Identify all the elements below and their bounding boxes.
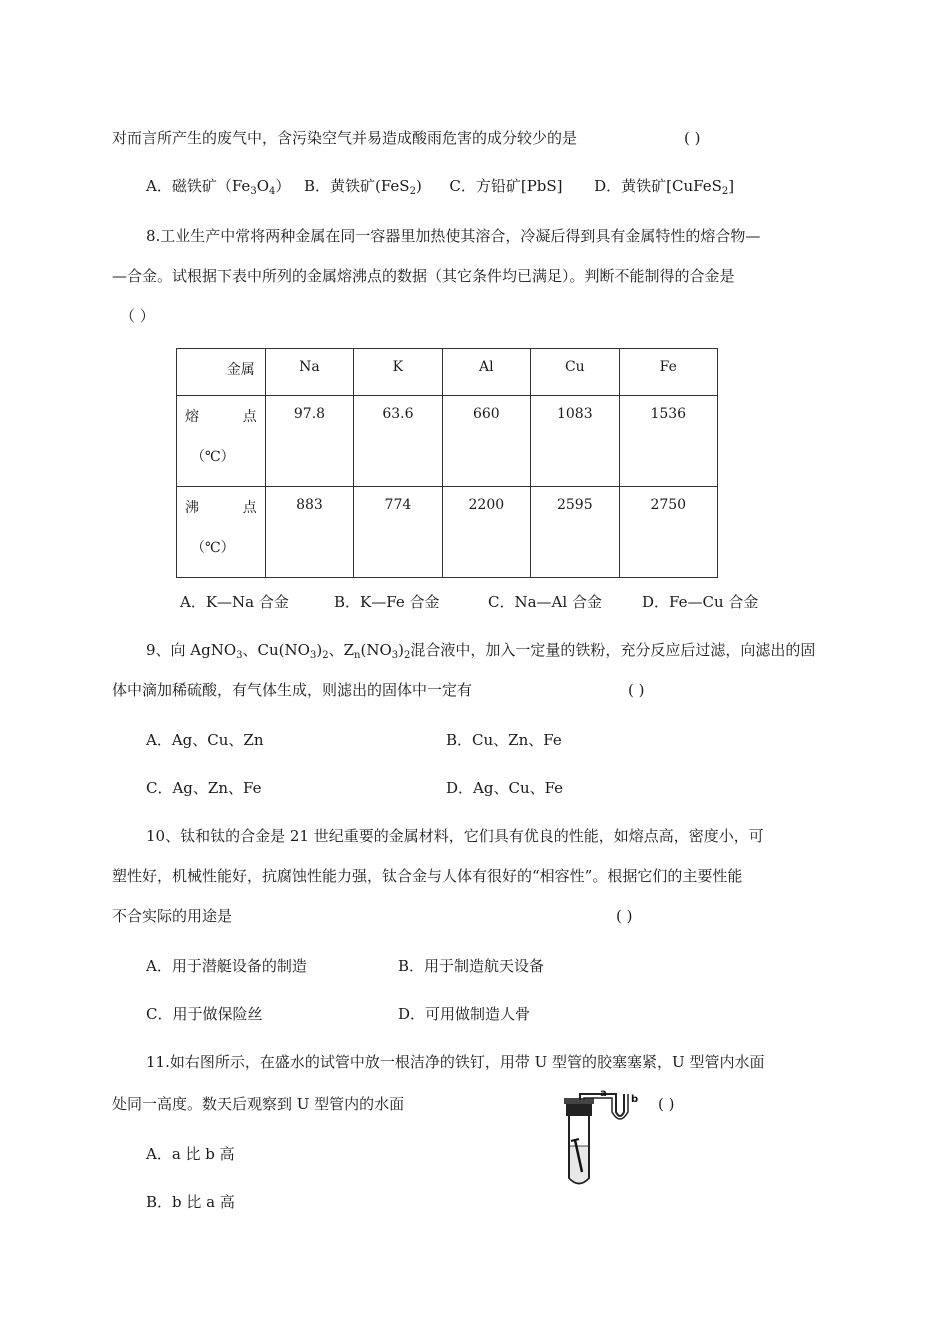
table-cell: 1536 [619, 396, 717, 487]
q10-line-3: 不合实际的用途是 [112, 907, 233, 925]
q8-option-b: B．K—Fe 合金 [334, 593, 440, 611]
row-label-boiling: 沸 点 （℃） [177, 487, 266, 578]
table-header-row [177, 349, 718, 396]
q8-answer-paren: （ ） [120, 307, 155, 325]
table-cell: 2750 [619, 487, 717, 578]
q11-answer-paren: ( ) [658, 1095, 675, 1113]
q10-answer-paren: ( ) [616, 907, 633, 925]
q7-option-d: D．黄铁矿[CuFeS$_2$] [594, 177, 735, 197]
table-header-cell: Cu [531, 349, 619, 396]
q8-option-d: D．Fe—Cu 合金 [642, 593, 759, 611]
q11-line-1: 11.如右图所示，在盛水的试管中放一根洁净的铁钉，用带 U 型管的胶塞塞紧，U 型管内水面 [146, 1053, 765, 1071]
q9-option-a: A．Ag、Cu、Zn [146, 731, 264, 749]
q10-line-2: 塑性好，机械性能好，抗腐蚀性能力强，钛合金与人体有很好的“相容性”。根据它们的主要性能 [112, 867, 743, 885]
q11-line-2: 处同一高度。数天后观察到 U 型管内的水面 [112, 1095, 405, 1113]
rubber-stopper [566, 1102, 592, 1116]
q7-options [146, 176, 734, 202]
table-cell: 97.8 [265, 396, 353, 487]
q9-line-2: 体中滴加稀硫酸，有气体生成，则滤出的固体中一定有 [112, 681, 473, 699]
q7-stem-tail: 对而言所产生的废气中，含污染空气并易造成酸雨危害的成分较少的是 [112, 129, 578, 147]
q7-option-a: A．磁铁矿$(Fe_3O_4)$ [146, 177, 291, 197]
table-header-cell: Na [265, 349, 353, 396]
q7-answer-paren: ( ) [684, 129, 701, 147]
q10-option-d: D．可用做制造人骨 [398, 1005, 531, 1023]
q9-option-c: C．Ag、Zn、Fe [146, 779, 262, 797]
table-row-boiling-point [177, 487, 718, 578]
q9-option-b: B．Cu、Zn、Fe [446, 731, 562, 749]
table-cell: 660 [442, 396, 530, 487]
water [570, 1146, 588, 1183]
table-row-melting-point [177, 396, 718, 487]
row-label-melting: 熔 点 （℃） [177, 396, 266, 487]
q11-option-a: A．a 比 b 高 [146, 1145, 235, 1163]
table-header-cell: 金属 [177, 349, 266, 396]
table-cell: 2200 [442, 487, 530, 578]
q11-option-b: B．b 比 a 高 [146, 1193, 235, 1211]
iron-nail-head [571, 1139, 579, 1141]
label-a: a [600, 1090, 607, 1099]
q9-line-1: 9、向 AgNO$_3$、$Cu(NO_3)_2$、$Z_n(NO_3)_2$混合液中，加入一定量的铁粉，充分反应后过滤，向滤出的固 [146, 641, 816, 661]
q10-option-c: C．用于做保险丝 [146, 1005, 263, 1023]
q8-option-c: C．Na—Al 合金 [488, 593, 602, 611]
metal-properties-table [176, 348, 718, 578]
table-cell: 883 [265, 487, 353, 578]
q8-line-1: 8.工业生产中常将两种金属在同一容器里加热使其溶合，冷凝后得到具有金属特性的熔合物— [146, 227, 761, 245]
table-header-cell: Al [442, 349, 530, 396]
q10-option-b: B．用于制造航天设备 [398, 957, 545, 975]
test-tube-u-tube-diagram [560, 1090, 650, 1190]
table-cell: 2595 [531, 487, 619, 578]
q7-option-b: B．黄铁矿(FeS$_2$) [303, 177, 422, 197]
q10-line-1: 10、钛和钛的合金是 21 世纪重要的金属材料，它们具有优良的性能，如熔点高，密度小，可 [146, 827, 764, 845]
q7-option-c: C．方铅矿[PbS] [449, 177, 563, 195]
q8-line-2: —合金。试根据下表中所列的金属熔沸点的数据（其它条件均已满足）。判断不能制得的合金是 [112, 267, 735, 285]
table-header-cell: K [354, 349, 442, 396]
q9-option-d: D．Ag、Cu、Fe [446, 779, 564, 797]
table-cell: 1083 [531, 396, 619, 487]
table-cell: 63.6 [354, 396, 442, 487]
table-header-cell: Fe [619, 349, 717, 396]
q10-option-a: A．用于潜艇设备的制造 [146, 957, 307, 975]
label-b: b [631, 1094, 639, 1105]
table-cell: 774 [354, 487, 442, 578]
q8-option-a: A．K—Na 合金 [180, 593, 289, 611]
q9-answer-paren: ( ) [628, 681, 645, 699]
